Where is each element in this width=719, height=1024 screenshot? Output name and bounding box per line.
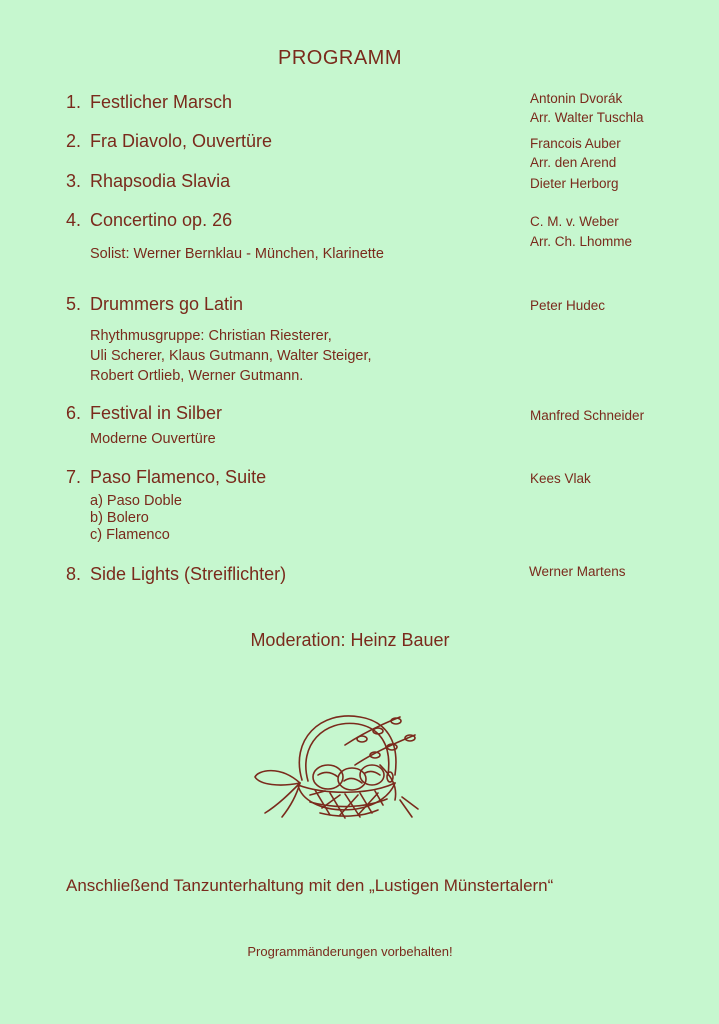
item-title: Festlicher Marsch: [90, 92, 233, 112]
item-title: Rhapsodia Slavia: [90, 171, 231, 191]
item-composer: Kees Vlak: [530, 471, 591, 486]
item-title: Paso Flamenco, Suite: [90, 467, 267, 487]
item-title: Fra Diavolo, Ouvertüre: [90, 131, 273, 151]
moderation-line: Moderation: Heinz Bauer: [250, 630, 450, 650]
item-composer: C. M. v. Weber: [530, 214, 619, 229]
item-soloist: Solist: Werner Bernklau - München, Klarinette: [90, 246, 384, 262]
item-title: Festival in Silber: [90, 403, 223, 423]
page-title: PROGRAMM: [278, 47, 402, 69]
item-composer: Manfred Schneider: [530, 408, 645, 423]
item-composer: Antonin Dvorák: [530, 91, 623, 106]
item-number: 5.: [66, 294, 82, 314]
item-number: 6.: [66, 403, 82, 423]
item-performers: Uli Scherer, Klaus Gutmann, Walter Steiger,: [90, 348, 372, 364]
item-arranger: Arr. Ch. Lhomme: [530, 234, 633, 249]
item-title: Concertino op. 26: [90, 210, 233, 230]
item-number: 2.: [66, 131, 82, 151]
suite-movement: c) Flamenco: [90, 527, 170, 543]
item-title: Drummers go Latin: [90, 294, 244, 314]
suite-movement: a) Paso Doble: [90, 493, 182, 509]
item-performers: Robert Ortlieb, Werner Gutmann.: [90, 368, 304, 384]
item-subtitle: Moderne Ouvertüre: [90, 431, 216, 447]
changes-note: Programmänderungen vorbehalten!: [247, 944, 453, 959]
easter-basket-icon: [250, 705, 430, 830]
closing-line: Anschließend Tanzunterhaltung mit den „Lustigen Münstertalern“: [66, 876, 554, 895]
item-number: 4.: [66, 210, 82, 230]
item-title: Side Lights (Streiflichter): [90, 564, 287, 584]
item-number: 3.: [66, 171, 82, 191]
suite-movement: b) Bolero: [90, 510, 149, 526]
item-composer: Peter Hudec: [530, 298, 606, 313]
item-composer: Werner Martens: [529, 564, 626, 579]
item-arranger: Arr. den Arend: [530, 155, 617, 170]
item-number: 7.: [66, 467, 82, 487]
item-arranger: Arr. Walter Tuschla: [530, 110, 644, 125]
item-composer: Dieter Herborg: [530, 176, 619, 191]
item-performers: Rhythmusgruppe: Christian Riesterer,: [90, 328, 332, 344]
item-composer: Francois Auber: [530, 136, 621, 151]
item-number: 8.: [66, 564, 82, 584]
item-number: 1.: [66, 92, 82, 112]
